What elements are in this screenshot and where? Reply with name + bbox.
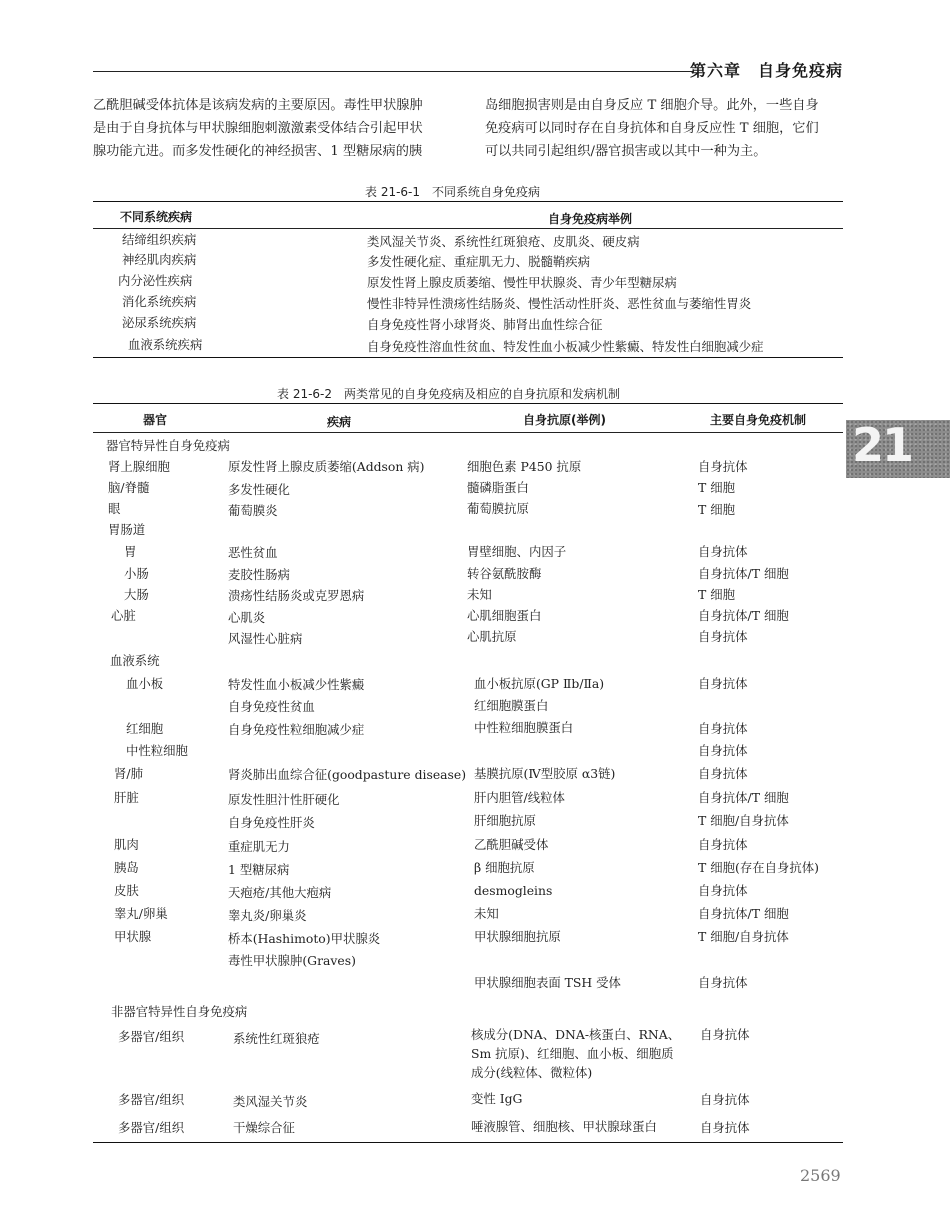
table1-cell: 原发性肾上腺皮质萎缩、慢性甲状腺炎、青少年型糖尿病 [367, 275, 677, 290]
table2-cell: 中性粒细胞膜蛋白 [474, 720, 574, 735]
table2-cell: 自身抗体 [698, 743, 748, 758]
table2-cell: 自身抗体 [698, 676, 748, 691]
table2-cell: 未知 [474, 906, 499, 921]
intro-left [93, 94, 423, 163]
table2-header-antigen: 自身抗原(举例) [523, 413, 606, 427]
table2-caption: 表 21-6-2 两类常见的自身免疫病及相应的自身抗原和发病机制 [277, 387, 621, 401]
table2-cell: 自身免疫性贫血 [228, 699, 315, 714]
table2-cell: 自身抗体 [698, 837, 748, 852]
table2-cell: 多器官/组织 [118, 1029, 185, 1044]
table2-cell: 自身抗体 [700, 1092, 750, 1107]
table1-header-system: 不同系统疾病 [120, 210, 193, 224]
table2-cell: 葡萄膜抗原 [467, 501, 529, 516]
table2-cell: 干燥综合征 [233, 1120, 295, 1135]
table2-cell: 心脏 [111, 608, 136, 623]
table2-cell: 类风湿关节炎 [233, 1094, 308, 1109]
table2-cell: 脑/脊髓 [108, 480, 150, 495]
table1-cell: 神经肌肉疾病 [122, 252, 197, 267]
chapter-title: 第六章 自身免疫病 [690, 61, 844, 80]
header-rule [93, 71, 693, 72]
page-number: 2569 [800, 1166, 841, 1185]
table1-cell: 泌尿系统疾病 [122, 315, 197, 330]
table2-cell: 自身抗体 [698, 721, 748, 736]
table1-top-rule [93, 201, 843, 202]
intro-line: 腺功能亢进。而多发性硬化的神经损害、1 型糖尿病的胰 [93, 144, 423, 159]
table2-header-rule [93, 432, 843, 433]
table2-cell: 自身抗体/T 细胞 [698, 566, 789, 581]
table2-cell: T 细胞(存在自身抗体) [698, 860, 819, 875]
table2-cell: T 细胞 [698, 480, 735, 495]
table2-cell: 肾上腺细胞 [108, 459, 170, 474]
table2-cell: 系统性红斑狼疮 [233, 1031, 320, 1046]
table2-cell: 甲状腺细胞抗原 [474, 929, 561, 944]
table2-cell: 天疱疮/其他大疱病 [228, 885, 332, 900]
table2-cell: 自身抗体 [698, 544, 748, 559]
table2-cell: 自身免疫性粒细胞减少症 [228, 722, 365, 737]
table2-cell: 心肌抗原 [467, 629, 517, 644]
table2-cell: 红细胞 [126, 721, 164, 736]
table2-cell: 转谷氨酰胺酶 [467, 566, 542, 581]
table2-cell: 髓磷脂蛋白 [467, 480, 529, 495]
table2-cell: T 细胞 [698, 502, 735, 517]
table2-cell: T 细胞 [698, 587, 735, 602]
table1-cell: 自身免疫性溶血性贫血、特发性血小板减少性紫癜、特发性白细胞减少症 [367, 339, 764, 354]
table2-cell: 自身抗体 [698, 883, 748, 898]
table2-cell: 原发性胆汁性肝硬化 [228, 792, 340, 807]
table2-cell: 桥本(Hashimoto)甲状腺炎 [228, 931, 381, 946]
table2-section-organ-specific: 器官特异性自身免疫病 [106, 438, 230, 453]
intro-line: 是由于自身抗体与甲状腺细胞刺激激素受体结合引起甲状 [93, 121, 423, 136]
table2-cell: 胰岛 [114, 860, 139, 875]
intro-line: 可以共同引起组织/器官损害或以其中一种为主。 [485, 144, 767, 159]
table2-cell: 皮肤 [114, 883, 139, 898]
table2-cell: 自身抗体/T 细胞 [698, 790, 789, 805]
table2-cell: 肝内胆管/线粒体 [474, 790, 565, 805]
table2-cell: 风湿性心脏病 [228, 631, 303, 646]
table2-cell: 恶性贫血 [228, 545, 278, 560]
table2-cell: 眼 [108, 501, 121, 516]
table2-cell: 自身抗体 [700, 1027, 750, 1042]
table2-cell: 肾炎肺出血综合征(goodpasture disease) [228, 767, 467, 782]
table1-cell: 消化系统疾病 [122, 294, 197, 309]
table1-cell: 自身免疫性肾小球肾炎、肺肾出血性综合征 [367, 317, 603, 332]
table2-top-rule [93, 403, 843, 404]
table2-cell: 自身抗体 [698, 975, 748, 990]
table2-cell: 葡萄膜炎 [228, 503, 278, 518]
table2-cell: 重症肌无力 [228, 839, 290, 854]
table2-cell: 毒性甲状腺肿(Graves) [228, 953, 356, 968]
table1-cell: 慢性非特异性溃疡性结肠炎、慢性活动性肝炎、恶性贫血与萎缩性胃炎 [367, 296, 752, 311]
table2-cell: 自身抗体 [698, 629, 748, 644]
table2-header-mechanism: 主要自身免疫机制 [710, 413, 807, 427]
intro-right [485, 94, 819, 163]
table2-cell: 血小板抗原(GP Ⅱb/Ⅱa) [474, 676, 605, 691]
table2-cell: 自身抗体/T 细胞 [698, 608, 789, 623]
table2-cell: 血液系统 [110, 653, 160, 668]
table1-header-rule [93, 228, 843, 229]
intro-line: 乙酰胆碱受体抗体是该病发病的主要原因。毒性甲状腺肿 [93, 98, 423, 113]
table2-cell: 特发性血小板减少性紫癜 [228, 677, 365, 692]
table2-cell: 自身抗体 [698, 766, 748, 781]
table1-cell: 类风湿关节炎、系统性红斑狼疮、皮肌炎、硬皮病 [367, 234, 640, 249]
table2-bottom-rule [93, 1142, 843, 1143]
table2-cell: 乙酰胆碱受体 [474, 837, 549, 852]
table2-cell: 大肠 [124, 587, 149, 602]
intro-line: 免疫病可以同时存在自身抗体和自身反应性 T 细胞，它们 [485, 121, 819, 136]
table2-cell: 肾/肺 [114, 766, 143, 781]
table2-cell: 血小板 [126, 676, 164, 691]
table2-cell: 心肌炎 [228, 610, 266, 625]
table2-cell: 成分(线粒体、微粒体) [471, 1065, 593, 1080]
table2-cell: 基膜抗原(Ⅳ型胶原 α3链) [474, 766, 616, 781]
table2-cell: 胃肠道 [108, 522, 146, 537]
table1-cell: 血液系统疾病 [128, 337, 203, 352]
table2-cell: 溃疡性结肠炎或克罗恩病 [228, 588, 365, 603]
table2-cell: 肝细胞抗原 [474, 813, 536, 828]
table2-cell: 睾丸炎/卵巢炎 [228, 908, 307, 923]
table2-cell: 心肌细胞蛋白 [467, 608, 542, 623]
table2-cell: 肌肉 [114, 837, 139, 852]
table2-cell: 自身抗体 [698, 459, 748, 474]
table1-cell: 结缔组织疾病 [122, 232, 197, 247]
table1-cell: 内分泌性疾病 [118, 273, 193, 288]
table1-header-examples: 自身免疫病举例 [548, 212, 633, 226]
table2-cell: Sm 抗原)、红细胞、血小板、细胞质 [471, 1046, 674, 1061]
table2-cell: T 细胞/自身抗体 [698, 929, 789, 944]
table2-header-disease: 疾病 [327, 415, 352, 429]
table1-caption: 表 21-6-1 不同系统自身免疫病 [365, 185, 541, 199]
table2-cell: 细胞色素 P450 抗原 [467, 459, 582, 474]
table1-bottom-rule [93, 357, 843, 358]
table2-cell: 变性 IgG [471, 1091, 523, 1106]
table2-cell: 甲状腺细胞表面 TSH 受体 [474, 975, 621, 990]
table2-cell: 多器官/组织 [118, 1092, 185, 1107]
table2-cell: 自身免疫性肝炎 [228, 815, 315, 830]
chapter-tab-number: 21 [852, 418, 913, 472]
table2-cell: 唾液腺管、细胞核、甲状腺球蛋白 [471, 1119, 657, 1134]
table2-cell: 1 型糖尿病 [228, 862, 290, 877]
table2-cell: 胃壁细胞、内因子 [467, 544, 567, 559]
table2-cell: 睾丸/卵巢 [114, 906, 168, 921]
table2-cell: 中性粒细胞 [126, 743, 188, 758]
table2-cell: 多发性硬化 [228, 482, 290, 497]
table2-cell: 核成分(DNA、DNA-核蛋白、RNA、 [471, 1027, 681, 1042]
intro-line: 岛细胞损害则是由自身反应 T 细胞介导。此外，一些自身 [485, 98, 819, 113]
table2-cell: 未知 [467, 587, 492, 602]
table2-cell: 肝脏 [114, 790, 139, 805]
table2-cell: 小肠 [124, 566, 149, 581]
table2-cell: 原发性肾上腺皮质萎缩(Addson 病) [228, 459, 425, 474]
table2-cell: 多器官/组织 [118, 1120, 185, 1135]
table2-cell: 麦胶性肠病 [228, 567, 290, 582]
table2-header-organ: 器官 [143, 413, 168, 427]
table2-cell: β 细胞抗原 [474, 860, 535, 875]
table2-cell: 自身抗体/T 细胞 [698, 906, 789, 921]
table2-section-non-organ-specific: 非器官特异性自身免疫病 [111, 1004, 248, 1019]
table2-cell: 红细胞膜蛋白 [474, 698, 549, 713]
table1-cell: 多发性硬化症、重症肌无力、脱髓鞘疾病 [367, 254, 591, 269]
table2-cell: T 细胞/自身抗体 [698, 813, 789, 828]
table2-cell: 胃 [124, 544, 137, 559]
table2-cell: 甲状腺 [114, 929, 152, 944]
table2-cell: desmogleins [474, 883, 553, 898]
table2-cell: 自身抗体 [700, 1120, 750, 1135]
